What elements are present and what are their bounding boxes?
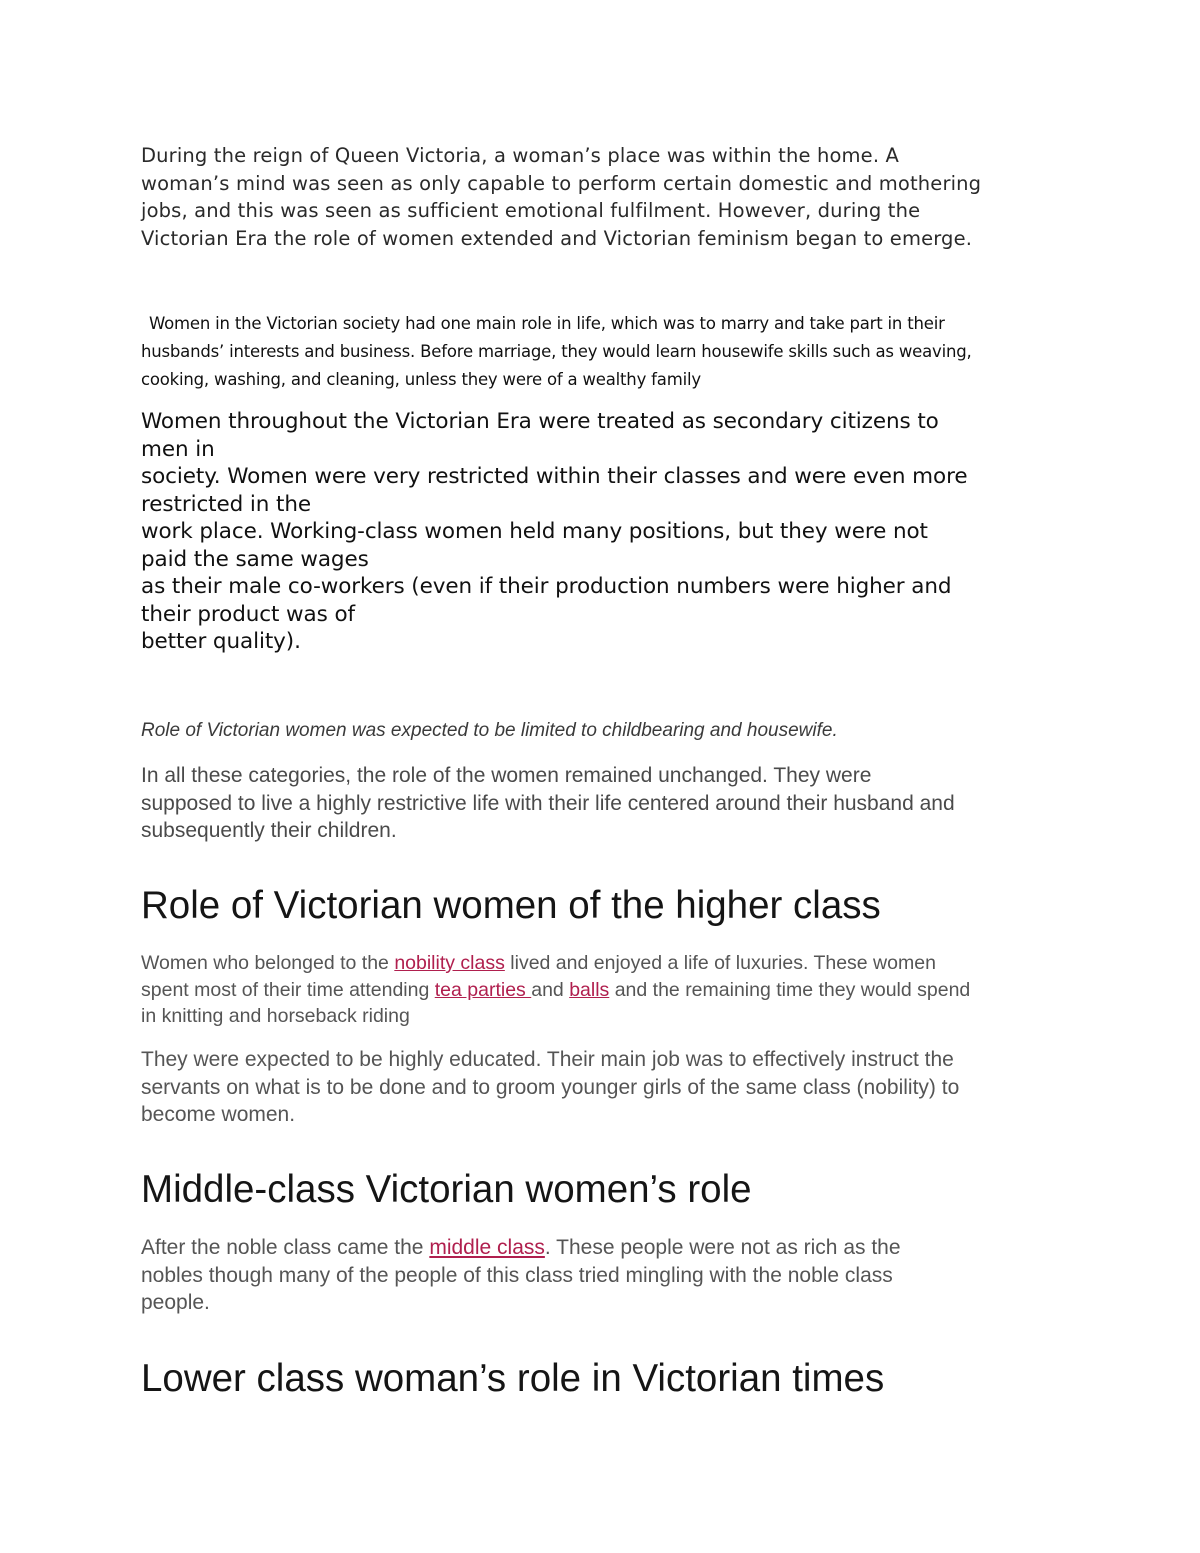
paragraph-line <box>141 1234 1071 1262</box>
paragraph-line: better quality). <box>141 629 301 654</box>
paragraph-nobility <box>141 950 1071 1030</box>
text-run: Women who belonged to the <box>141 952 395 974</box>
paragraph-line: as their male co-workers (even if their production numbers were higher and <box>141 574 952 599</box>
paragraph-line: society. Women were very restricted within their classes and were even more <box>141 464 968 489</box>
paragraph-intro <box>141 142 1071 252</box>
paragraph-line: their product was of <box>141 601 355 627</box>
paragraph-line: restricted in the <box>141 491 312 517</box>
text-run: and <box>531 978 570 1001</box>
paragraph-line <box>141 977 1071 1004</box>
paragraph-line: people. <box>141 1291 210 1314</box>
heading-middle-class: Middle-class Victorian women’s role <box>141 1168 752 1211</box>
link-middle-class[interactable]: middle class <box>429 1236 545 1259</box>
paragraph-line: nobles though many of the people of this class tried mingling with the noble class <box>141 1263 893 1287</box>
paragraph-line: woman’s mind was seen as only capable to perform certain domestic and mothering <box>141 171 982 195</box>
paragraph-main-role <box>141 310 1071 394</box>
paragraph-line: men in <box>141 436 215 462</box>
text-run: . These people were not as rich as the <box>544 1236 901 1259</box>
paragraph-line: paid the same wages <box>141 546 369 572</box>
paragraph-educated <box>141 1046 1071 1129</box>
link-tea-parties[interactable]: tea parties <box>434 978 532 1001</box>
paragraph-line: jobs, and this was seen as sufficient emotional fulfilment. However, during the <box>141 199 921 222</box>
paragraph-line: work place. Working-class women held many positions, but they were not <box>141 519 928 544</box>
paragraph-secondary-citizens <box>141 408 1071 656</box>
paragraph-italic-role: Role of Victorian women was expected to be limited to childbearing and housewife. <box>141 720 838 741</box>
paragraph-line: During the reign of Queen Victoria, a woman’s place was within the home. A <box>141 144 900 167</box>
paragraph-line: Women in the Victorian society had one main role in life, which was to marry and take part in their <box>149 314 945 333</box>
paragraph-line <box>141 950 1071 977</box>
paragraph-line: servants on what is to be done and to groom younger girls of the same class (nobility) to <box>141 1075 960 1099</box>
paragraph-line: In all these categories, the role of the women remained unchanged. They were <box>141 764 872 787</box>
paragraph-line: become women. <box>141 1103 296 1126</box>
link-nobility-class[interactable]: nobility class <box>394 952 505 974</box>
text-run: lived and enjoyed a life of luxuries. These women <box>504 952 936 974</box>
text-run: spent most of their time attending <box>141 978 435 1001</box>
paragraph-line: Women throughout the Victorian Era were treated as secondary citizens to <box>141 409 939 434</box>
text-run: After the noble class came the <box>141 1236 430 1259</box>
paragraph-line: subsequently their children. <box>141 819 397 842</box>
text-run: and the remaining time they would spend <box>609 978 971 1001</box>
paragraph-line: cooking, washing, and cleaning, unless they were of a wealthy family <box>141 370 701 389</box>
paragraph-line: Victorian Era the role of women extended and Victorian feminism began to emerge. <box>141 226 973 250</box>
heading-higher-class: Role of Victorian women of the higher class <box>141 884 881 927</box>
paragraph-line: supposed to live a highly restrictive life with their life centered around their husband and <box>141 791 955 815</box>
paragraph-line: They were expected to be highly educated. Their main job was to effectively instruct the <box>141 1048 954 1071</box>
paragraph-categories <box>141 762 1071 845</box>
paragraph-line: husbands’ interests and business. Before marriage, they would learn housewife skills such as weaving, <box>141 342 972 361</box>
paragraph-middle-class <box>141 1234 1071 1317</box>
paragraph-line: in knitting and horseback riding <box>141 1005 410 1027</box>
heading-lower-class: Lower class woman’s role in Victorian times <box>141 1357 885 1400</box>
link-balls[interactable]: balls <box>569 978 610 1001</box>
